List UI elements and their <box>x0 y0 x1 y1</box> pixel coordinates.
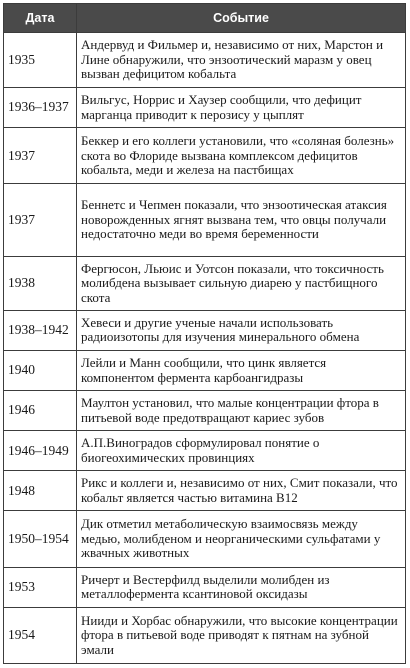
table-row <box>4 88 406 128</box>
header-event: Событие <box>77 4 406 33</box>
date-cell: 1953 <box>4 567 77 607</box>
date-cell: 1948 <box>4 471 77 511</box>
table-row <box>4 256 406 310</box>
event-cell: Нииди и Хорбас обнаружили, что высокие концентрации фтора в питьевой воде приводят к пятнам на зубной эмали <box>77 607 406 663</box>
table-row <box>4 128 406 184</box>
date-cell: 1937 <box>4 128 77 184</box>
event-cell: Беккер и его коллеги установили, что «соляная болезнь» скота во Флориде вызвана комплексом дефицитов кобальта, меди и железа на пастбищах <box>77 128 406 184</box>
event-cell: Хевеси и другие ученые начали использовать радиоизотопы для изучения минерального обмена <box>77 310 406 350</box>
header-date: Дата <box>4 4 77 33</box>
date-cell: 1946 <box>4 391 77 431</box>
table-row <box>4 471 406 511</box>
table-header <box>4 4 406 33</box>
event-cell: Андервуд и Фильмер и, независимо от них, Марстон и Лине обнаружили, что энзоотический маразм у овец вызван дефицитом кобальта <box>77 33 406 88</box>
event-cell: Рикс и коллеги и, независимо от них, Смит показали, что кобальт является частью витамина B12 <box>77 471 406 511</box>
date-cell: 1938 <box>4 256 77 310</box>
table-row <box>4 350 406 390</box>
event-cell: А.П.Виноградов сформулировал понятие о биогеохимических провинциях <box>77 431 406 471</box>
table-row <box>4 511 406 567</box>
date-cell: 1936–1937 <box>4 88 77 128</box>
header-row <box>4 4 406 33</box>
date-cell: 1950–1954 <box>4 511 77 567</box>
date-cell: 1940 <box>4 350 77 390</box>
history-table <box>3 3 406 664</box>
table-row <box>4 567 406 607</box>
table-body <box>4 33 406 664</box>
table-row <box>4 431 406 471</box>
event-cell: Маултон установил, что малые концентрации фтора в питьевой воде предотвращают кариес зубов <box>77 391 406 431</box>
event-cell: Дик отметил метаболическую взаимосвязь между медью, молибденом и неорганическими сульфатами у жвачных животных <box>77 511 406 567</box>
table-row <box>4 184 406 256</box>
event-cell: Вильгус, Норрис и Хаузер сообщили, что дефицит марганца приводит к перозису у цыплят <box>77 88 406 128</box>
table-row <box>4 33 406 88</box>
event-cell: Беннетс и Чепмен показали, что энзоотическая атаксия новорожденных ягнят вызвана тем, что овцы получали недостаточно меди во время беременности <box>77 184 406 256</box>
date-cell: 1935 <box>4 33 77 88</box>
table-row <box>4 607 406 663</box>
event-cell: Фергюсон, Льюис и Уотсон показали, что токсичность молибдена вызывает сильную диарею у пастбищного скота <box>77 256 406 310</box>
date-cell: 1937 <box>4 184 77 256</box>
date-cell: 1954 <box>4 607 77 663</box>
table-row <box>4 310 406 350</box>
table-row <box>4 391 406 431</box>
date-cell: 1946–1949 <box>4 431 77 471</box>
date-cell: 1938–1942 <box>4 310 77 350</box>
event-cell: Ричерт и Вестерфилд выделили молибден из металлофермента ксантиновой оксидазы <box>77 567 406 607</box>
event-cell: Лейли и Манн сообщили, что цинк является компонентом фермента карбоангидразы <box>77 350 406 390</box>
